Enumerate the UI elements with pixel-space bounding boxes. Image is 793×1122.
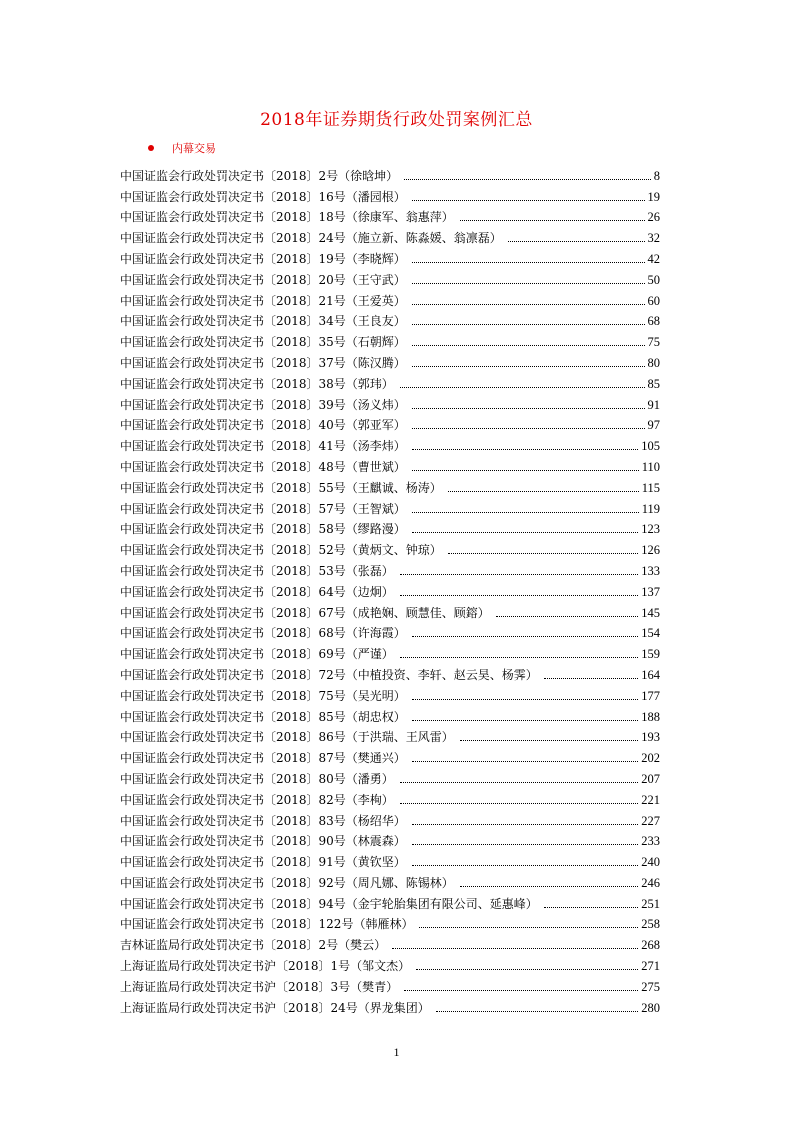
toc-entry[interactable] [120, 911, 660, 932]
toc-entry-title: 中国证监会行政处罚决定书〔2018〕18号（徐康军、翁惠萍） [120, 210, 454, 225]
toc-entry-page: 68 [647, 314, 660, 329]
toc-entry-page: 105 [641, 439, 660, 454]
toc-entry-page: 19 [647, 189, 660, 204]
toc-entry[interactable] [120, 848, 660, 869]
bullet-icon [148, 145, 154, 151]
toc-entry-page: 110 [641, 459, 660, 474]
toc-entry[interactable] [120, 495, 660, 516]
toc-entry-title: 中国证监会行政处罚决定书〔2018〕91号（黄钦坚） [120, 855, 406, 870]
dot-leader [404, 990, 638, 991]
toc-entry[interactable] [120, 557, 660, 578]
page-number: 1 [393, 1045, 400, 1059]
toc-entry-title: 吉林证监局行政处罚决定书〔2018〕2号（樊云） [120, 938, 387, 953]
toc-entry-page: 154 [641, 626, 660, 641]
dot-leader [544, 907, 638, 908]
dot-leader [412, 345, 645, 346]
toc-entry[interactable] [120, 765, 660, 786]
toc-entry-title: 中国证监会行政处罚决定书〔2018〕19号（李晓辉） [120, 251, 406, 266]
toc-entry[interactable] [120, 869, 660, 890]
dot-leader [412, 262, 645, 263]
toc-entry-page: 50 [647, 272, 660, 287]
dot-leader [412, 304, 645, 305]
toc-entry-title: 中国证监会行政处罚决定书〔2018〕21号（王爱英） [120, 293, 406, 308]
toc-entry[interactable] [120, 370, 660, 391]
dot-leader [412, 761, 638, 762]
dot-leader [412, 366, 645, 367]
document-title: 2018年证券期货行政处罚案例汇总 [260, 110, 533, 130]
toc-entry[interactable] [120, 828, 660, 849]
toc-entry-title: 中国证监会行政处罚决定书〔2018〕2号（徐晗坤） [120, 168, 399, 183]
toc-entry-title: 中国证监会行政处罚决定书〔2018〕69号（严谨） [120, 647, 394, 662]
toc-entry-title: 中国证监会行政处罚决定书〔2018〕20号（王守武） [120, 272, 406, 287]
toc-entry-title: 中国证监会行政处罚决定书〔2018〕58号（缪路漫） [120, 522, 406, 537]
toc-entry[interactable] [120, 994, 660, 1015]
toc-entry-title: 中国证监会行政处罚决定书〔2018〕75号（吴光明） [120, 688, 406, 703]
toc-entry-page: 275 [641, 979, 660, 994]
toc-entry-title: 中国证监会行政处罚决定书〔2018〕35号（石朝辉） [120, 335, 406, 350]
toc-entry-title: 中国证监会行政处罚决定书〔2018〕57号（王智斌） [120, 501, 406, 516]
toc-entry-title: 中国证监会行政处罚决定书〔2018〕83号（杨绍华） [120, 813, 406, 828]
toc-entry-page: 258 [641, 917, 660, 932]
dot-leader [412, 844, 638, 845]
toc-entry-title: 中国证监会行政处罚决定书〔2018〕67号（成艳娴、顾慧佳、顾鎔） [120, 605, 490, 620]
dot-leader [448, 491, 639, 492]
toc-entry[interactable] [120, 391, 660, 412]
toc-entry-title: 中国证监会行政处罚决定书〔2018〕40号（郭亚军） [120, 418, 406, 433]
section-heading [148, 140, 216, 156]
toc-entry-title: 中国证监会行政处罚决定书〔2018〕82号（李栒） [120, 792, 394, 807]
toc-entry-title: 中国证监会行政处罚决定书〔2018〕80号（潘勇） [120, 771, 394, 786]
toc-entry[interactable] [120, 931, 660, 952]
dot-leader [412, 428, 645, 429]
toc-entry[interactable] [120, 661, 660, 682]
toc-entry-page: 271 [641, 959, 660, 974]
dot-leader [448, 553, 638, 554]
dot-leader [412, 699, 638, 700]
toc-entry-title: 中国证监会行政处罚决定书〔2018〕85号（胡忠权） [120, 709, 406, 724]
toc-entry-page: 126 [641, 543, 660, 558]
toc-entry[interactable] [120, 308, 660, 329]
toc-entry-page: 251 [641, 896, 660, 911]
dot-leader [400, 803, 638, 804]
toc-entry-page: 280 [641, 1000, 660, 1015]
dot-leader [412, 283, 645, 284]
toc-entry-title: 中国证监会行政处罚决定书〔2018〕87号（樊通兴） [120, 751, 406, 766]
toc-entry-page: 233 [641, 834, 660, 849]
toc-entry-page: 221 [641, 792, 660, 807]
toc-entry[interactable] [120, 973, 660, 994]
toc-entry[interactable] [120, 703, 660, 724]
dot-leader [416, 969, 638, 970]
toc-entry[interactable] [120, 224, 660, 245]
table-of-contents [120, 162, 660, 1015]
toc-entry-page: 193 [641, 730, 660, 745]
toc-entry-page: 246 [641, 875, 660, 890]
toc-entry-title: 中国证监会行政处罚决定书〔2018〕86号（于洪瑞、王风雷） [120, 730, 454, 745]
dot-leader [412, 532, 638, 533]
toc-entry-title: 中国证监会行政处罚决定书〔2018〕53号（张磊） [120, 563, 394, 578]
toc-entry[interactable] [120, 432, 660, 453]
dot-leader [508, 241, 645, 242]
toc-entry[interactable] [120, 578, 660, 599]
toc-entry-title: 中国证监会行政处罚决定书〔2018〕92号（周凡娜、陈锡林） [120, 875, 454, 890]
toc-entry-page: 202 [641, 751, 660, 766]
toc-entry-page: 80 [647, 355, 660, 370]
dot-leader [496, 616, 638, 617]
toc-entry-page: 60 [647, 293, 660, 308]
toc-entry-page: 115 [641, 480, 660, 495]
toc-entry-page: 145 [641, 605, 660, 620]
dot-leader [404, 179, 651, 180]
toc-entry-title: 中国证监会行政处罚决定书〔2018〕41号（汤李炜） [120, 439, 406, 454]
dot-leader [412, 324, 645, 325]
dot-leader [419, 927, 638, 928]
toc-entry-page: 207 [641, 771, 660, 786]
toc-entry-page: 97 [647, 418, 660, 433]
dot-leader [412, 512, 639, 513]
dot-leader [412, 824, 638, 825]
dot-leader [460, 220, 645, 221]
toc-entry-title: 上海证监局行政处罚决定书沪〔2018〕3号（樊青） [120, 979, 399, 994]
dot-leader [400, 595, 638, 596]
dot-leader [412, 720, 638, 721]
toc-entry-page: 137 [641, 584, 660, 599]
dot-leader [400, 574, 638, 575]
dot-leader [412, 449, 638, 450]
toc-entry-title: 中国证监会行政处罚决定书〔2018〕16号（潘园根） [120, 189, 406, 204]
toc-entry[interactable] [120, 536, 660, 557]
toc-entry-title: 中国证监会行政处罚决定书〔2018〕52号（黄炳文、钟琼） [120, 543, 442, 558]
dot-leader [412, 200, 645, 201]
dot-leader [392, 948, 638, 949]
toc-entry-page: 85 [647, 376, 660, 391]
section-label: 内幕交易 [172, 142, 216, 155]
toc-entry-page: 177 [641, 688, 660, 703]
toc-entry[interactable] [120, 204, 660, 225]
toc-entry[interactable] [120, 807, 660, 828]
toc-entry[interactable] [120, 266, 660, 287]
dot-leader [460, 886, 638, 887]
toc-entry-title: 上海证监局行政处罚决定书沪〔2018〕24号（界龙集团） [120, 1000, 430, 1015]
toc-entry-page: 164 [641, 667, 660, 682]
toc-entry-page: 119 [641, 501, 660, 516]
dot-leader [412, 865, 638, 866]
toc-entry-page: 268 [641, 938, 660, 953]
toc-entry-page: 91 [647, 397, 660, 412]
toc-entry-page: 75 [647, 335, 660, 350]
toc-entry[interactable] [120, 744, 660, 765]
toc-entry[interactable] [120, 952, 660, 973]
toc-entry[interactable] [120, 640, 660, 661]
toc-entry-page: 32 [647, 231, 660, 246]
toc-entry[interactable] [120, 599, 660, 620]
toc-entry-title: 中国证监会行政处罚决定书〔2018〕55号（王麒诚、杨涛） [120, 480, 442, 495]
toc-entry-page: 188 [641, 709, 660, 724]
dot-leader [400, 387, 645, 388]
toc-entry-title: 上海证监局行政处罚决定书沪〔2018〕1号（邹文杰） [120, 959, 411, 974]
toc-entry-title: 中国证监会行政处罚决定书〔2018〕48号（曹世斌） [120, 459, 406, 474]
toc-entry[interactable] [120, 682, 660, 703]
toc-entry[interactable] [120, 786, 660, 807]
toc-entry-page: 159 [641, 647, 660, 662]
toc-entry-title: 中国证监会行政处罚决定书〔2018〕94号（金宇轮胎集团有限公司、延惠峰） [120, 896, 538, 911]
toc-entry[interactable] [120, 516, 660, 537]
dot-leader [460, 740, 638, 741]
toc-entry-page: 133 [641, 563, 660, 578]
dot-leader [544, 678, 638, 679]
toc-entry-page: 123 [641, 522, 660, 537]
toc-entry[interactable] [120, 287, 660, 308]
toc-entry[interactable] [120, 890, 660, 911]
dot-leader [412, 636, 638, 637]
toc-entry-title: 中国证监会行政处罚决定书〔2018〕68号（许海霞） [120, 626, 406, 641]
toc-entry[interactable] [120, 453, 660, 474]
dot-leader [436, 1011, 638, 1012]
toc-entry[interactable] [120, 245, 660, 266]
toc-entry-page: 227 [641, 813, 660, 828]
toc-entry[interactable] [120, 349, 660, 370]
toc-entry[interactable] [120, 724, 660, 745]
toc-entry[interactable] [120, 620, 660, 641]
dot-leader [412, 408, 645, 409]
toc-entry-title: 中国证监会行政处罚决定书〔2018〕39号（汤义炜） [120, 397, 406, 412]
toc-entry-title: 中国证监会行政处罚决定书〔2018〕72号（中植投资、李轩、赵云昊、杨霁） [120, 667, 538, 682]
toc-entry[interactable] [120, 474, 660, 495]
toc-entry-title: 中国证监会行政处罚决定书〔2018〕24号（施立新、陈淼媛、翁凛磊） [120, 231, 502, 246]
dot-leader [400, 782, 638, 783]
toc-entry-title: 中国证监会行政处罚决定书〔2018〕38号（郭玮） [120, 376, 394, 391]
toc-entry-page: 26 [647, 210, 660, 225]
toc-entry-title: 中国证监会行政处罚决定书〔2018〕64号（边炯） [120, 584, 394, 599]
toc-entry-page: 8 [653, 168, 660, 183]
toc-entry[interactable] [120, 183, 660, 204]
toc-entry-title: 中国证监会行政处罚决定书〔2018〕90号（林震森） [120, 834, 406, 849]
toc-entry[interactable] [120, 162, 660, 183]
toc-entry-title: 中国证监会行政处罚决定书〔2018〕37号（陈汉腾） [120, 355, 406, 370]
dot-leader [412, 470, 639, 471]
toc-entry-title: 中国证监会行政处罚决定书〔2018〕122号（韩雁林） [120, 917, 414, 932]
toc-entry[interactable] [120, 328, 660, 349]
dot-leader [400, 657, 638, 658]
toc-entry-page: 240 [641, 855, 660, 870]
toc-entry-page: 42 [647, 251, 660, 266]
toc-entry[interactable] [120, 412, 660, 433]
toc-entry-title: 中国证监会行政处罚决定书〔2018〕34号（王良友） [120, 314, 406, 329]
